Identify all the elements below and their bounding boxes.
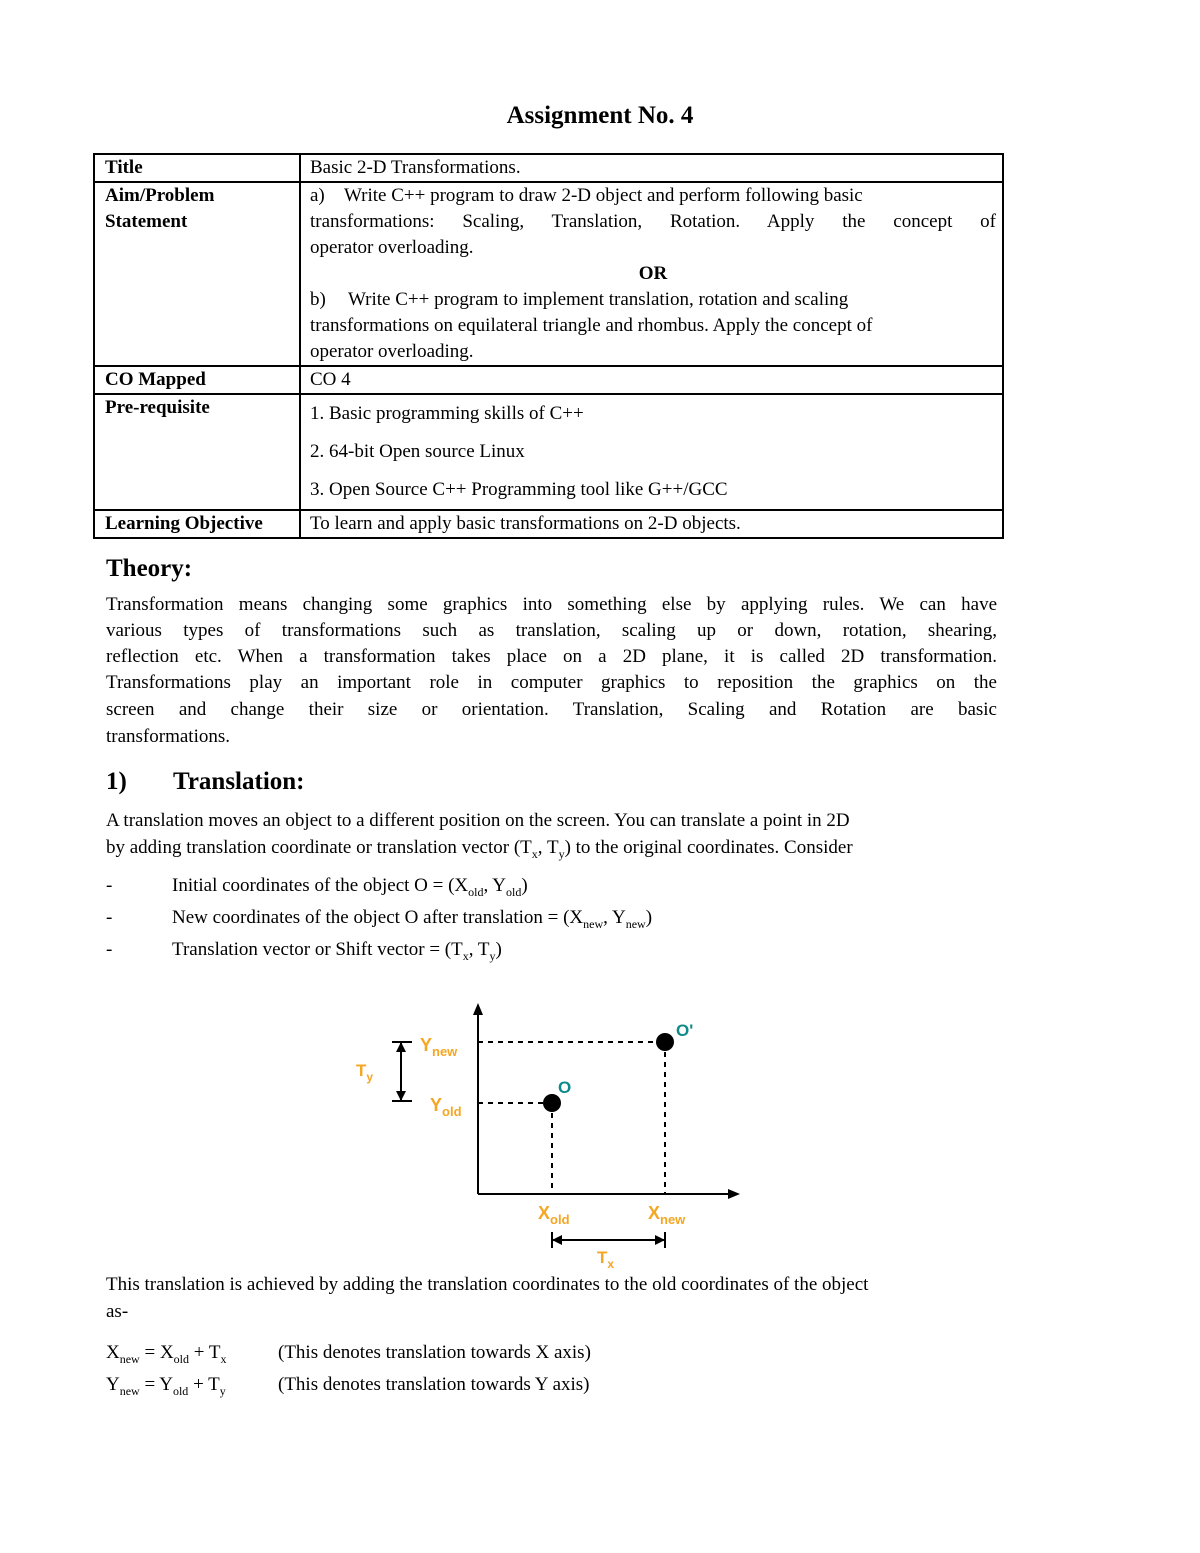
aim-a-line2: transformations: Scaling, Translation, Rotation. Apply the concept of bbox=[310, 211, 996, 232]
theory-line: transformations. bbox=[106, 726, 231, 747]
x-axis-arrow bbox=[728, 1189, 740, 1199]
theory-line: Transformations play an important role in computer graphics to reposition the graphics on the bbox=[106, 672, 997, 693]
ynew-label: $Y_{new}$ bbox=[420, 1035, 458, 1059]
table-row bbox=[94, 154, 1003, 182]
row-value-aim bbox=[300, 182, 1003, 366]
list-item: - Initial coordinates of the object $O = (X_{old}$, $Y_{old}$) bbox=[106, 875, 528, 899]
theory-line: Transformation means changing some graphics into something else by applying rules. We can have bbox=[106, 594, 997, 615]
point-o-prime bbox=[656, 1033, 674, 1051]
aim-or: OR bbox=[638, 263, 668, 284]
theory-line: reflection etc. When a transformation takes place on a 2D plane, it is called 2D transformation. bbox=[106, 646, 997, 667]
yold-label: $Y_{old}$ bbox=[430, 1095, 462, 1119]
aim-b-line1: b) Write C++ program to implement translation, rotation and scaling bbox=[310, 289, 849, 310]
row-value-title: Basic 2-D Transformations. bbox=[300, 154, 1003, 182]
page-title: Assignment No. 4 bbox=[506, 102, 694, 129]
point-o-label: O bbox=[558, 1078, 572, 1097]
theory-heading: Theory: bbox=[106, 555, 193, 582]
table-row bbox=[94, 366, 1003, 394]
prereq-item: 3. Open Source C++ Programming tool like G++/GCC bbox=[310, 479, 728, 500]
theory-paragraph bbox=[106, 592, 997, 750]
list-item: - Translation vector or Shift vector = ($T_x$, $T_y$) bbox=[106, 939, 502, 963]
tx-label: $T_x$ bbox=[597, 1248, 615, 1271]
translation-heading: 1) Translation: bbox=[106, 768, 305, 795]
translation-diagram bbox=[340, 995, 750, 1275]
row-value-objective: To learn and apply basic transformations on 2-D objects. bbox=[300, 510, 1003, 538]
row-label-prereq: Pre-requisite bbox=[94, 394, 300, 510]
aim-a-line3: operator overloading. bbox=[310, 237, 474, 258]
coordinate-list bbox=[106, 873, 652, 969]
row-label-co: CO Mapped bbox=[94, 366, 300, 394]
xnew-label: $X_{new}$ bbox=[648, 1203, 686, 1227]
list-item: - New coordinates of the object O after translation = ($X_{new}$, $Y_{new}$) bbox=[106, 907, 653, 931]
equation-x: $X_{new} = X_{old} + T_x$ (This denotes translation towards X axis) bbox=[106, 1342, 591, 1366]
row-value-co: CO 4 bbox=[300, 366, 1003, 394]
row-label-title: Title bbox=[94, 154, 300, 182]
aim-b-line3: operator overloading. bbox=[310, 341, 474, 362]
point-o-prime-label: O' bbox=[676, 1021, 694, 1040]
equation-y: $Y_{new} = Y_{old} + T_y$ (This denotes translation towards Y axis) bbox=[106, 1374, 590, 1398]
theory-line: screen and change their size or orientation. Translation, Scaling and Rotation are basic bbox=[106, 699, 997, 720]
aim-b-line2: transformations on equilateral triangle and rhombus. Apply the concept of bbox=[310, 315, 873, 336]
table-row bbox=[94, 394, 1003, 510]
row-label-aim: Aim/Problem Statement bbox=[94, 182, 300, 366]
aim-a-line1: a) Write C++ program to draw 2-D object and perform following basic bbox=[310, 185, 863, 206]
xold-label: $X_{old}$ bbox=[538, 1203, 570, 1227]
prereq-item: 1. Basic programming skills of C++ bbox=[310, 403, 584, 424]
prereq-item: 2. 64-bit Open source Linux bbox=[310, 441, 525, 462]
y-axis-arrow bbox=[473, 1003, 483, 1015]
ty-label: $T_y$ bbox=[356, 1061, 374, 1084]
row-value-prereq bbox=[300, 394, 1003, 510]
table-row bbox=[94, 182, 1003, 366]
translation-achieved: This translation is achieved by adding the translation coordinates to the old coordinates of the object as- bbox=[106, 1274, 869, 1322]
row-label-objective: Learning Objective bbox=[94, 510, 300, 538]
theory-line: various types of transformations such as translation, scaling up or down, rotation, shearing, bbox=[106, 620, 997, 641]
translation-intro: A translation moves an object to a different position on the screen. You can translate a point in 2D by adding translation coordinate or translation vector ($T_x$, $T_y$) to the original coordinates. Consider bbox=[106, 810, 853, 861]
table-row bbox=[94, 510, 1003, 538]
assignment-info-table bbox=[93, 153, 1004, 539]
